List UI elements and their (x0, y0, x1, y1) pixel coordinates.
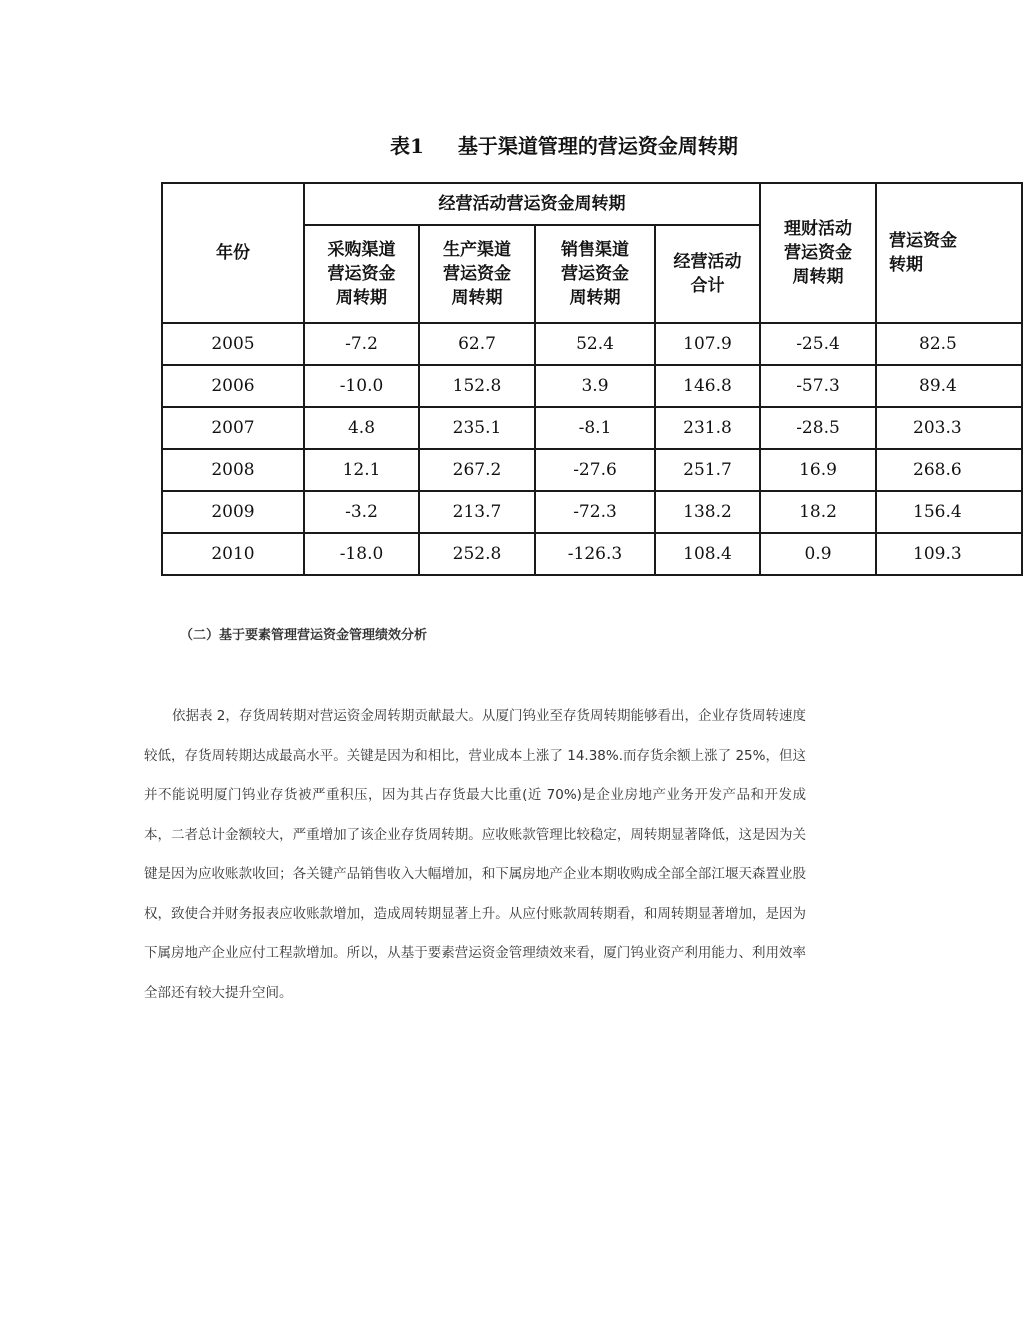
cell-financing: 0.9 (760, 533, 876, 575)
cell-year: 2005 (162, 323, 304, 365)
header-production-label: 生产渠道 营运资金 周转期 (443, 240, 511, 308)
table-row (162, 449, 1022, 491)
cell-operating-total: 108.4 (655, 533, 760, 575)
section-heading: （二）基于要素管理营运资金管理绩效分析 (180, 628, 428, 643)
header-procurement (304, 225, 419, 323)
cell-procurement: -18.0 (304, 533, 419, 575)
cell-production: 252.8 (419, 533, 535, 575)
cell-sales: 52.4 (535, 323, 655, 365)
cell-year: 2006 (162, 365, 304, 407)
header-total-label: 营运资金 转期 (889, 231, 957, 275)
cell-operating-total: 251.7 (655, 449, 760, 491)
header-sales (535, 225, 655, 323)
header-production (419, 225, 535, 323)
cell-procurement: -3.2 (304, 491, 419, 533)
cell-year: 2009 (162, 491, 304, 533)
header-year: 年份 (162, 183, 304, 323)
cell-procurement: 4.8 (304, 407, 419, 449)
table-row (162, 533, 1022, 575)
cell-financing: -25.4 (760, 323, 876, 365)
header-operating-total (655, 225, 760, 323)
cell-procurement: -10.0 (304, 365, 419, 407)
cell-financing: 16.9 (760, 449, 876, 491)
table-row (162, 491, 1022, 533)
cell-total: 203.3 (876, 407, 1022, 449)
cell-production: 152.8 (419, 365, 535, 407)
header-operating-total-label: 经营活动 合计 (673, 252, 742, 296)
cell-total: 109.3 (876, 533, 1022, 575)
cell-year: 2007 (162, 407, 304, 449)
header-financing (760, 183, 876, 323)
cell-procurement: 12.1 (304, 449, 419, 491)
table-row (162, 365, 1022, 407)
cell-operating-total: 231.8 (655, 407, 760, 449)
cell-operating-total: 107.9 (655, 323, 760, 365)
cell-production: 62.7 (419, 323, 535, 365)
table-title (390, 130, 738, 159)
cell-production: 235.1 (419, 407, 535, 449)
cell-operating-total: 138.2 (655, 491, 760, 533)
header-group-operating: 经营活动营运资金周转期 (304, 183, 760, 225)
cell-production: 267.2 (419, 449, 535, 491)
cell-sales: -27.6 (535, 449, 655, 491)
cell-sales: -8.1 (535, 407, 655, 449)
cell-total: 82.5 (876, 323, 1022, 365)
table-row (162, 323, 1022, 365)
table-number: 表1 (390, 134, 424, 158)
cell-financing: -28.5 (760, 407, 876, 449)
cell-financing: -57.3 (760, 365, 876, 407)
cell-total: 156.4 (876, 491, 1022, 533)
cell-sales: -126.3 (535, 533, 655, 575)
cell-year: 2008 (162, 449, 304, 491)
header-procurement-label: 采购渠道 营运资金 周转期 (327, 240, 396, 308)
header-sales-label: 销售渠道 营运资金 周转期 (561, 240, 629, 308)
cell-procurement: -7.2 (304, 323, 419, 365)
cell-sales: -72.3 (535, 491, 655, 533)
cell-production: 213.7 (419, 491, 535, 533)
table-row (162, 407, 1022, 449)
table-container (161, 182, 962, 577)
cell-total: 268.6 (876, 449, 1022, 491)
table-caption: 基于渠道管理的营运资金周转期 (457, 134, 738, 158)
header-financing-label: 理财活动 营运资金 周转期 (784, 219, 852, 287)
cell-operating-total: 146.8 (655, 365, 760, 407)
cell-sales: 3.9 (535, 365, 655, 407)
cell-financing: 18.2 (760, 491, 876, 533)
header-total (876, 183, 1022, 323)
turnover-table (161, 182, 1023, 576)
cell-year: 2010 (162, 533, 304, 575)
cell-total: 89.4 (876, 365, 1022, 407)
body-paragraph: 依据表 2，存货周转期对营运资金周转期贡献最大。从厦门钨业至存货周转期能够看出，企业存货周转速度较低，存货周转期达成最高水平。关键是因为和相比，营业成本上涨了 14.38%.而存货余额上涨了 25%，但这并不能说明厦门钨业存货被严重积压，因为其占存货最大比重(近 70%)是企业房地产业务开发产品和开发成本，二者总计金额较大，严重增加了该企业存货周转期。应收账款管理比较稳定，周转期显著降低，这是因为关键是因为应收账款收回；各关键产品销售收入大幅增加，和下属房地产企业本期收购成全部全部江堰天森置业股权，致使合并财务报表应收账款增加，造成周转期显著上升。从应付账款周转期看，和周转期显著增加，是因为下属房地产企业应付工程款增加。所以，从基于要素营运资金管理绩效来看，厦门钨业资产利用能力、利用效率全部还有较大提升空间。 (144, 708, 806, 1001)
